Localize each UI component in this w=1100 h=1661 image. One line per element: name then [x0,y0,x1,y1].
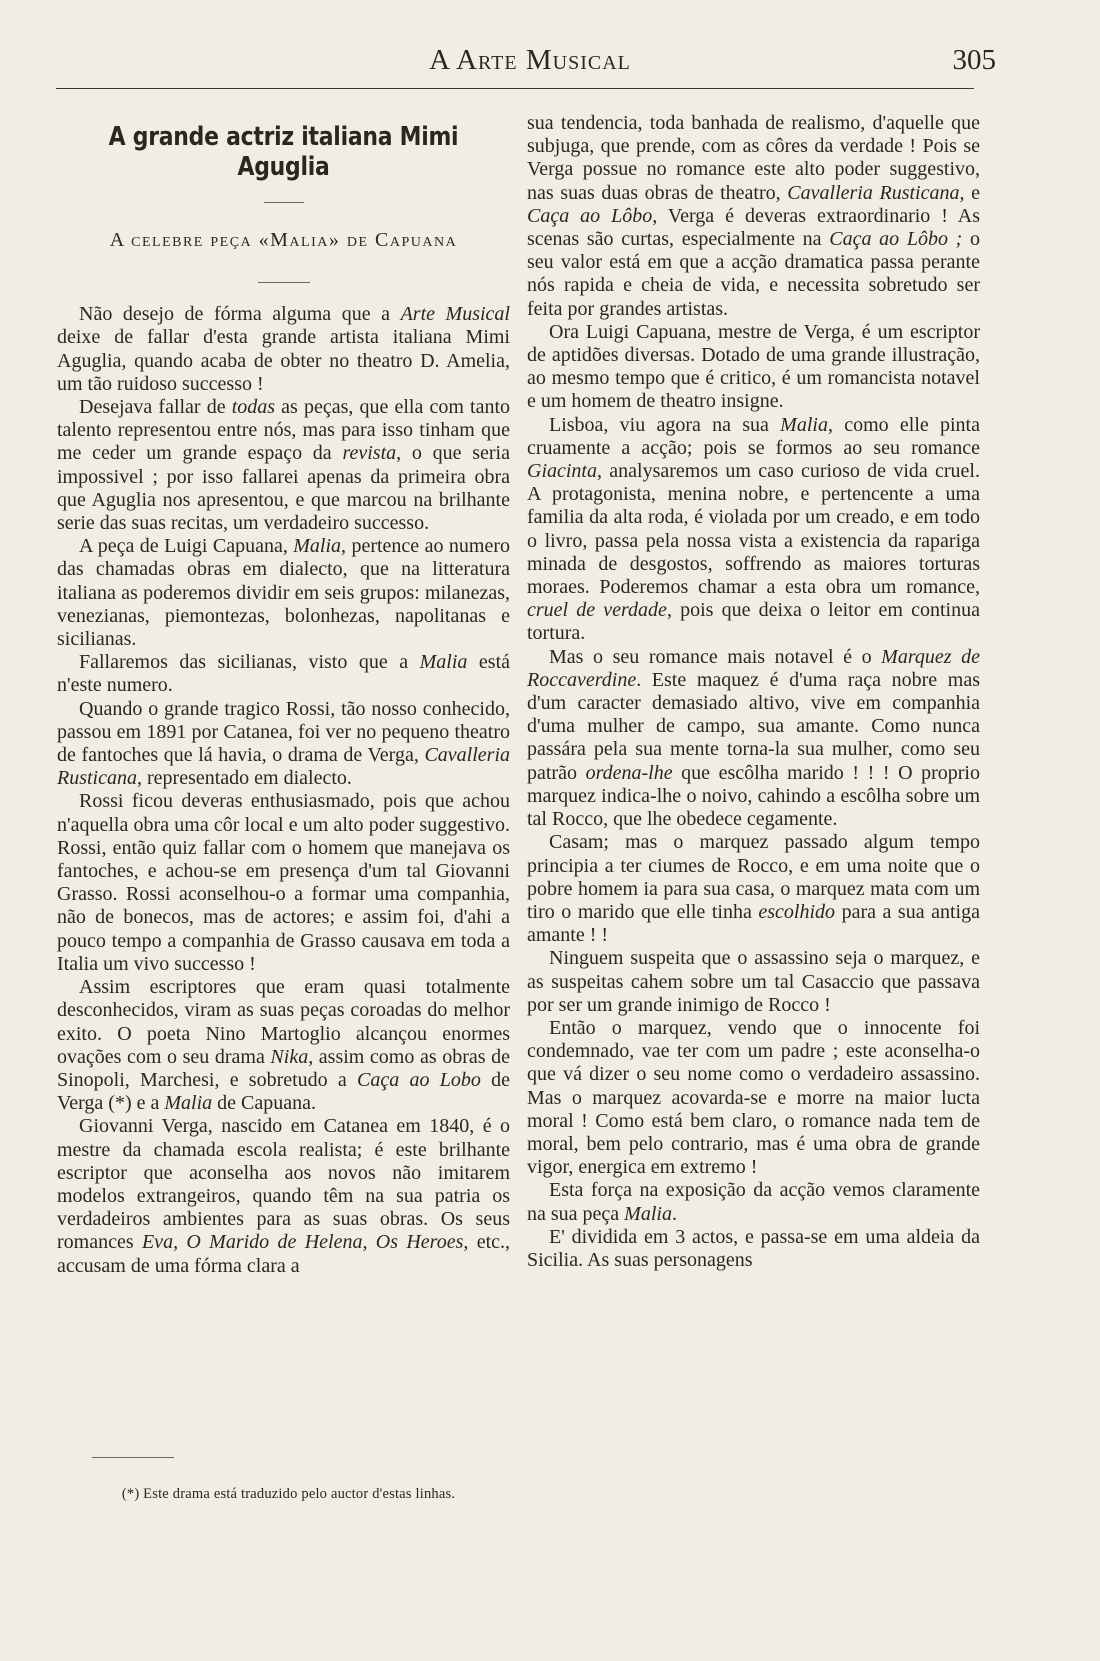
footnote-rule [92,1457,174,1458]
headline-divider [264,202,304,203]
paragraph: A peça de Luigi Capuana, Malia, pertence ao numero das chamadas obras em dialecto, que na litteratura italiana as poderemos dividir em seis grupos: milanezas, venezianas, piemontezas, bolonhezas, napolitanas e sicilianas. [57,535,510,651]
paragraph: Casam; mas o marquez passado algum tempo principia a ter ciumes de Rocco, e em uma noite que o pobre homem ia para sua casa, o marquez mata com um tiro o marido que elle tinha escolhido para a sua antiga amante ! ! [527,831,980,947]
paragraph: Assim escriptores que eram quasi totalmente desconhecidos, viram as suas peças coroadas do melhor exito. O poeta Nino Martoglio alcançou enormes ovações com o seu drama Nika, assim como as obras de Sinopoli, Marchesi, e sobretudo a Caça ao Lobo de Verga (*) e a Malia de Capuana. [57,976,510,1115]
subheading-divider [258,282,310,283]
journal-title: A Arte Musical [429,44,631,76]
footnote: (*) Este drama está traduzido pelo auctor d'estas linhas. [121,1486,456,1502]
paragraph: Quando o grande tragico Rossi, tão nosso conhecido, passou em 1891 por Catanea, foi ver no pequeno theatro de fantoches que lá havia, o drama de Verga, Cavalleria Rusticana, representado em dialecto. [57,697,510,790]
paragraph: Rossi ficou deveras enthusiasmado, pois que achou n'aquella obra uma côr local e um alto poder suggestivo. Rossi, então quiz fallar com o homem que manejava os fantoches, e achou-se em presença d'um tal Giovanni Grasso. Rossi aconselhou-o a formar uma companhia, não de bonecos, mas de actores; e assim foi, d'ahi a pouco tempo a companhia de Grasso causava em toda a Italia um vivo successo ! [57,790,510,975]
paragraph: Ninguem suspeita que o assassino seja o marquez, e as suspeitas cahem sobre um tal Casaccio que passava por ser um grande inimigo de Rocco ! [527,947,980,1016]
paragraph: Não desejo de fórma alguma que a Arte Musical deixe de fallar d'esta grande artista italiana Mimi Aguglia, quando acaba de obter no theatro D. Amelia, um tão ruidoso successo ! [57,303,510,395]
article-subheading: A celebre peça «Malia» de Capuana [109,229,458,251]
paragraph: Lisboa, viu agora na sua Malia, como elle pinta cruamente a acção; pois se formos ao seu romance Giacinta, analysaremos um caso curioso de vida cruel. A protagonista, menina nobre, e pertencente a uma familia da alta roda, é violada por um creado, e em todo o livro, passa pela nossa vista a existencia da rapariga minada de desgostos, soffrendo as maiores torturas moraes. Poderemos chamar a esta obra um romance, cruel de verdade, pois que deixa o leitor em continua tortura. [527,413,980,645]
right-column-body [527,112,980,1272]
running-head [0,44,1100,84]
paragraph: Ora Luigi Capuana, mestre de Verga, é um escriptor de aptidões diversas. Dotado de uma grande illustração, ao mesmo tempo que é critico, é um romancista notavel e um homem de theatro insigne. [527,320,980,413]
left-column-body [57,303,510,1278]
page-number: 305 [952,44,996,76]
paragraph: Giovanni Verga, nascido em Catanea em 1840, é o mestre da chamada escola realista; é este brilhante escriptor que aconselha aos novos não imitarem modelos extrangeiros, quando têm na sua patria os verdadeiros ambientes para as suas obras. Os seus romances Eva, O Marido de Helena, Os Heroes, etc., accusam de uma fórma clara a [57,1115,510,1277]
paragraph: Mas o seu romance mais notavel é o Marquez de Roccaverdine. Este maquez é d'uma raça nobre mas d'um caracter demasiado altivo, vive em companhia d'uma mulher de campo, sua amante. Como nunca passára pela sua mente torna-la sua mulher, como seu patrão ordena-lhe que escôlha marido ! ! ! O proprio marquez indica-lhe o noivo, cahindo a escôlha sobre um tal Rocco, que lhe obedece cegamente. [527,645,980,831]
header-rule [56,88,974,89]
paragraph: E' dividida em 3 actos, e passa-se em uma aldeia da Sicilia. As suas personagens [527,1225,980,1271]
paragraph: Fallaremos das sicilianas, visto que a Malia está n'este numero. [57,651,511,697]
paragraph: Desejava fallar de todas as peças, que ella com tanto talento representou entre nós, mas para isso tinham que me ceder um grande espaço da revista, o que seria impossivel ; por isso fallarei apenas da primeira obra que Aguglia nos apresentou, e que marcou na brilhante serie das suas recitas, um verdadeiro successo. [57,396,511,535]
article-headline: A grande actriz italiana Mimi Aguglia [108,122,459,182]
paragraph: Esta força na exposição da acção vemos claramente na sua peça Malia. [527,1179,980,1225]
paragraph: sua tendencia, toda banhada de realismo, d'aquelle que subjuga, que prende, com as côres da verdade ! Pois se Verga possue no romance este alto poder suggestivo, nas suas duas obras de theatro, Cavalleria Rusticana, e Caça ao Lôbo, Verga é deveras extraordinario ! As scenas são curtas, especialmente na Caça ao Lôbo ; o seu valor está em que a acção dramatica passa perante nós rapida e cheia de vida, e necessita sobretudo ser feita por grandes artistas. [527,112,981,320]
left-column [57,112,510,1278]
right-column [527,112,980,1272]
paragraph: Então o marquez, vendo que o innocente foi condemnado, vae ter com um padre ; este aconselha-o que vá dizer o seu nome como o verdadeiro assassino. Mas o marquez acovarda-se e morre na maior lucta moral ! Como está bem claro, o romance nada tem de moral, bem pelo contrario, mas é uma obra de grande vigor, energica em extremo ! [527,1016,980,1179]
